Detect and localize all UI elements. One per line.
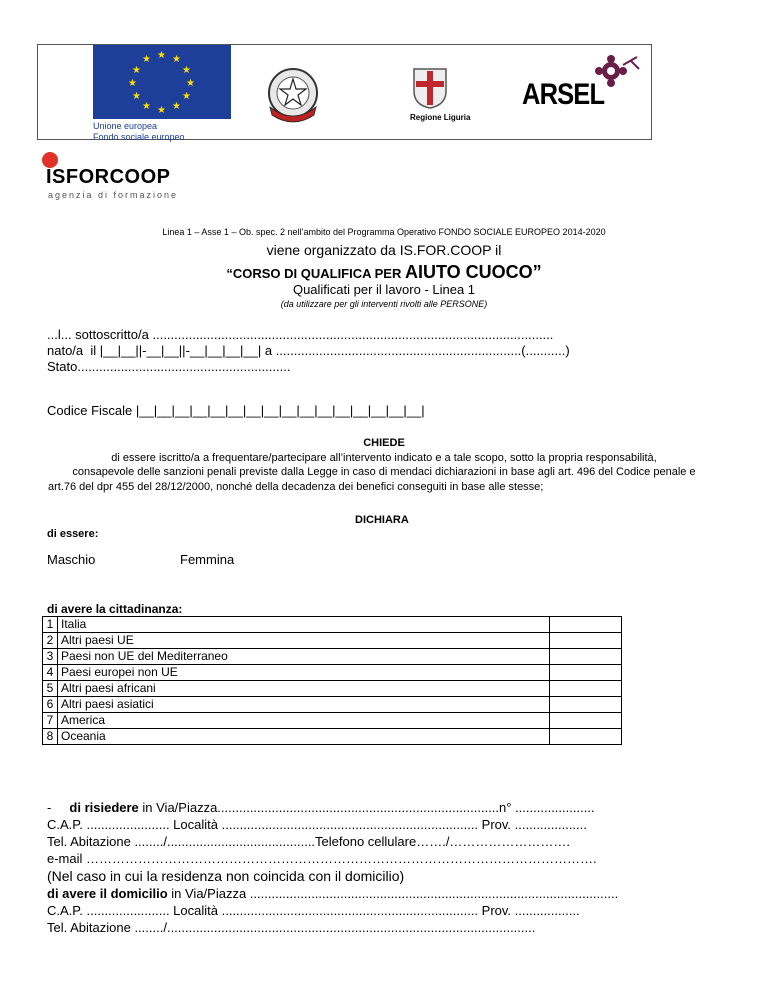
- chiede-line1: di essere iscritto/a a frequentare/partecipare all’intervento indicato e a tale scopo, sotto la propria responsabilità,: [111, 452, 657, 464]
- table-row: [43, 649, 622, 665]
- course-name: AIUTO CUOCO”: [404, 262, 542, 282]
- arsel-logo-text: ARSEL: [522, 78, 605, 111]
- cittadinanza-title: di avere la cittadinanza:: [47, 602, 183, 616]
- row-number: 7: [43, 713, 58, 729]
- row-label: Italia: [58, 617, 550, 633]
- table-row: [43, 697, 622, 713]
- row-label: America: [58, 713, 550, 729]
- row-number: 6: [43, 697, 58, 713]
- row-label: Paesi europei non UE: [58, 665, 550, 681]
- chiede-line3: art.76 del dpr 455 del 28/12/2000, nonché della decadenza dei benefici conseguiti in base alle stesse;: [48, 481, 544, 493]
- dichiara-title: DICHIARA: [355, 514, 409, 526]
- cap-field-1[interactable]: C.A.P. ....................... Località ....................................................................... Prov. ....................: [47, 817, 587, 832]
- birth-field[interactable]: nato/a il |__|__||-__|__||-__|__|__|__| a ....................................................................(...........): [47, 343, 570, 358]
- arsel-flower-icon: [593, 55, 643, 95]
- maschio-option[interactable]: Maschio: [47, 552, 96, 567]
- logo-frame: [37, 44, 652, 140]
- table-row: [43, 665, 622, 681]
- course-prefix: “CORSO DI QUALIFICA PER: [226, 266, 405, 281]
- italian-emblem-icon: [264, 63, 322, 125]
- checkbox-cell[interactable]: [550, 617, 622, 633]
- tel-field-2[interactable]: Tel. Abitazione ......../......................................................................................................: [47, 920, 536, 935]
- domicilio-line[interactable]: [47, 886, 618, 901]
- table-row: [43, 681, 622, 697]
- row-number: 5: [43, 681, 58, 697]
- table-row: [43, 729, 622, 745]
- dash: -: [47, 800, 52, 815]
- checkbox-cell[interactable]: [550, 633, 622, 649]
- eu-line2: Fondo sociale europeo: [93, 132, 185, 142]
- email-field[interactable]: e-mail ……………………………………………………………………………………………………….: [47, 851, 597, 866]
- row-label: Altri paesi asiatici: [58, 697, 550, 713]
- eu-line1: Unione europea: [93, 121, 158, 131]
- checkbox-cell[interactable]: [550, 665, 622, 681]
- sottoscritto-field[interactable]: ...l... sottoscritto/a ...............................................................................................................: [47, 327, 554, 342]
- row-number: 4: [43, 665, 58, 681]
- chiede-line2: consapevole delle sanzioni penali previste dalla Legge in caso di mendaci dichiarazioni in base agli art. 496 del Codice penale e: [72, 466, 696, 478]
- isforcoop-subtitle: agenzia di formazione: [48, 190, 179, 200]
- row-number: 2: [43, 633, 58, 649]
- state-field[interactable]: Stato...........................................................: [47, 359, 291, 374]
- table-row: [43, 617, 622, 633]
- isforcoop-logo-text: ISFORCOOP: [46, 166, 171, 188]
- program-line: Linea 1 – Asse 1 – Ob. spec. 2 nell’ambito del Programma Operativo FONDO SOCIALE EUROPEO 2014-2020: [162, 227, 606, 237]
- di-essere-label: di essere:: [47, 528, 99, 540]
- row-number: 8: [43, 729, 58, 745]
- residenza-line[interactable]: [47, 800, 595, 815]
- tel-field-1[interactable]: Tel. Abitazione ......../.........................................Telefono cellulare……./……………………….: [47, 834, 571, 849]
- checkbox-cell[interactable]: [550, 713, 622, 729]
- domicilio-note: (Nel caso in cui la residenza non coincida con il domicilio): [47, 868, 405, 884]
- eu-flag: ★ ★ ★ ★ ★ ★ ★ ★ ★ ★ ★ ★: [93, 45, 231, 119]
- checkbox-cell[interactable]: [550, 649, 622, 665]
- domicilio-label: di avere il domicilio: [47, 886, 168, 901]
- liguria-crest-icon: [410, 67, 450, 109]
- checkbox-cell[interactable]: [550, 681, 622, 697]
- row-number: 1: [43, 617, 58, 633]
- checkbox-cell[interactable]: [550, 729, 622, 745]
- checkbox-cell[interactable]: [550, 697, 622, 713]
- table-row: [43, 713, 622, 729]
- row-label: Oceania: [58, 729, 550, 745]
- risiedere-field: in Via/Piazza..............................................................................n° ......................: [138, 800, 595, 815]
- row-number: 3: [43, 649, 58, 665]
- risiedere-label: di risiedere: [69, 800, 139, 815]
- chiede-title: CHIEDE: [363, 437, 405, 449]
- codice-fiscale-field[interactable]: Codice Fiscale |__|__|__|__|__|__|__|__|__|__|__|__|__|__|__|__|: [47, 403, 425, 418]
- cittadinanza-table: [42, 616, 622, 745]
- cap-field-2[interactable]: C.A.P. ....................... Località ....................................................................... Prov. ..................: [47, 903, 580, 918]
- organized-by: viene organizzato da IS.FOR.COOP il: [266, 242, 502, 258]
- course-title: [0, 262, 768, 283]
- femmina-option[interactable]: Femmina: [180, 552, 235, 567]
- domicilio-field: in Via/Piazza ......................................................................................................: [167, 886, 619, 901]
- usage-note: (da utilizzare per gli interventi rivolti alle PERSONE): [280, 299, 488, 309]
- row-label: Altri paesi UE: [58, 633, 550, 649]
- table-row: [43, 633, 622, 649]
- region-caption: Regione Liguria: [410, 113, 471, 122]
- row-label: Paesi non UE del Mediterraneo: [58, 649, 550, 665]
- eu-caption: [93, 121, 233, 143]
- row-label: Altri paesi africani: [58, 681, 550, 697]
- course-subtitle: Qualificati per il lavoro - Linea 1: [292, 282, 476, 297]
